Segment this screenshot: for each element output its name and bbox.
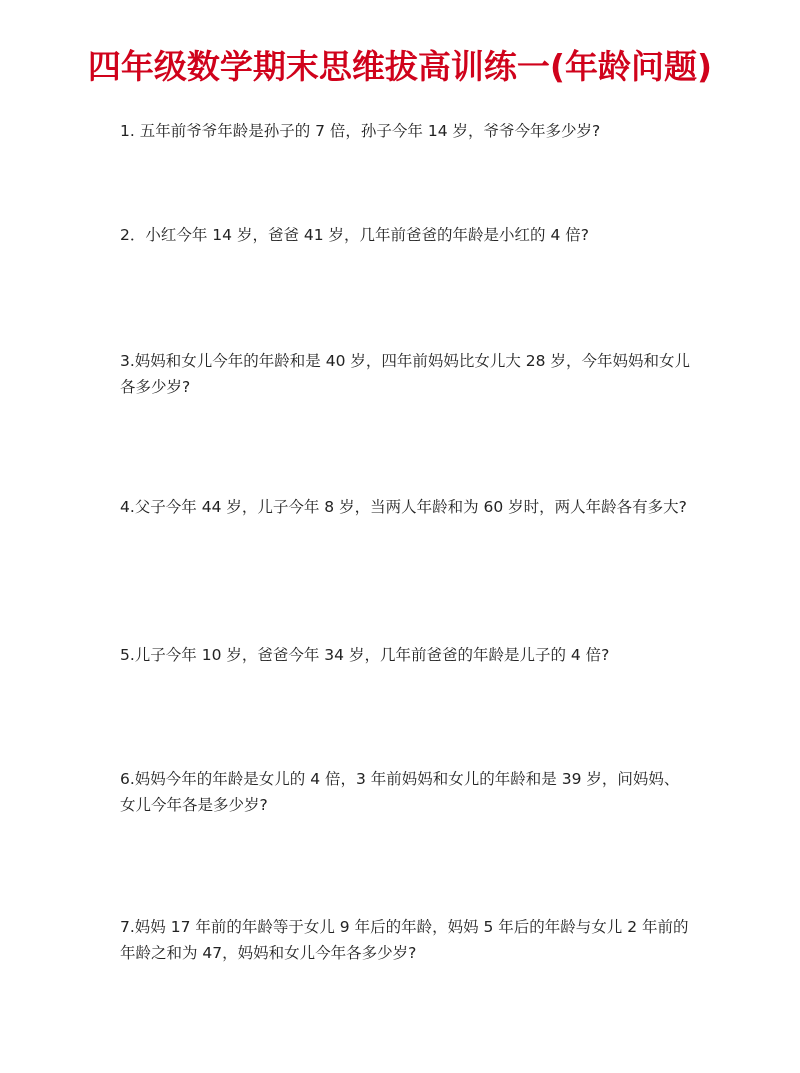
question-2: 2．小红今年 14 岁，爸爸 41 岁，几年前爸爸的年龄是小红的 4 倍? — [120, 226, 589, 244]
question-4: 4.父子今年 44 岁，儿子今年 8 岁，当两人年龄和为 60 岁时，两人年龄各有多大? — [120, 498, 687, 516]
page-title: 四年级数学期末思维拔高训练一(年龄问题) — [87, 47, 713, 86]
question-3: 3.妈妈和女儿今年的年龄和是 40 岁，四年前妈妈比女儿大 28 岁，今年妈妈和女儿各多少岁? — [120, 352, 690, 396]
question-7: 7.妈妈 17 年前的年龄等于女儿 9 年后的年龄，妈妈 5 年后的年龄与女儿 2 年前的年龄之和为 47，妈妈和女儿今年各多少岁? — [120, 918, 689, 962]
question-6: 6.妈妈今年的年龄是女儿的 4 倍，3 年前妈妈和女儿的年龄和是 39 岁，问妈妈、女儿今年各是多少岁? — [120, 770, 680, 814]
question-1: 1. 五年前爷爷年龄是孙子的 7 倍，孙子今年 14 岁，爷爷今年多少岁? — [120, 122, 601, 140]
question-5: 5.儿子今年 10 岁，爸爸今年 34 岁，几年前爸爸的年龄是儿子的 4 倍? — [120, 646, 610, 664]
